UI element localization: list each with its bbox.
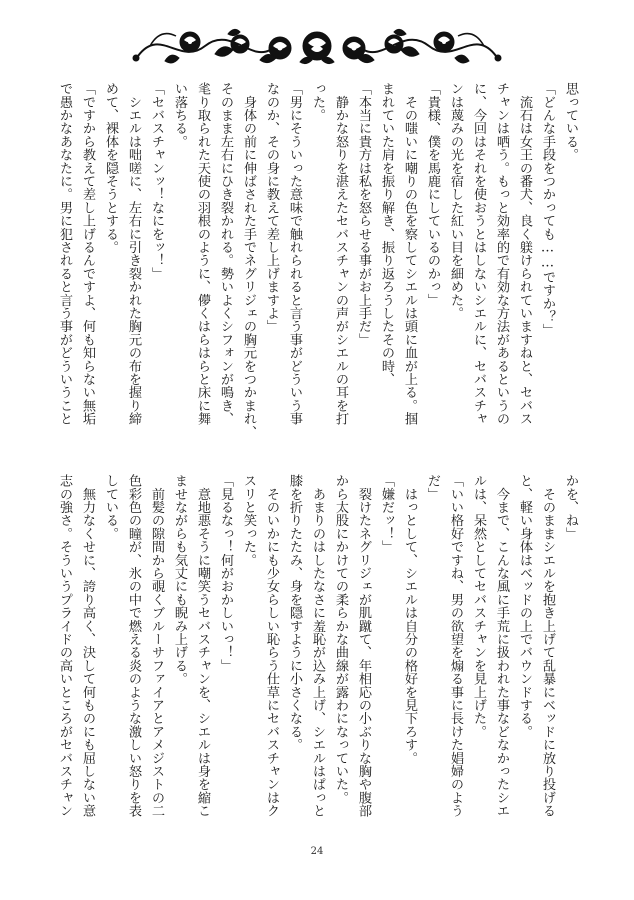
text-line: シエルは咄嗟に、左右に引き裂かれた胸元の布を握り締 <box>126 82 141 426</box>
text-line: 「どんな手段をつかっても……ですか？」 <box>540 82 555 337</box>
text-line: なのか、その身に教えて差し上げますよ」 <box>264 82 279 333</box>
text-line: 「貴様、僕を馬鹿にしているのかっ」 <box>425 82 440 307</box>
text-line: かを、ね」 <box>563 474 578 540</box>
text-line: 無力なくせに、誇り高く、決して何ものにも屈しない意 <box>80 474 95 818</box>
text-line: はっとして、シエルは自分の格好を見下ろす。 <box>402 474 417 765</box>
text-line: そのまま左右にひき裂かれる。勢いよくシフォンが鳴き、 <box>218 82 233 426</box>
text-line: 「セバスチャンッ！なにをッ！」 <box>149 82 164 280</box>
text-line: と、軽い身体はベッドの上でバウンドする。 <box>517 474 532 738</box>
text-line: に、今回はそれを使おうとはしないシエルに、セバスチャ <box>471 82 486 426</box>
text-line: から太股にかけての柔らかな曲線が露わになっていた。 <box>333 474 348 804</box>
text-line: 志の強さ。そういうプライドの高いところがセバスチャン <box>57 474 72 818</box>
text-line: 「本当に貴方は私を怒らせる事がお上手だ」 <box>356 82 371 346</box>
text-line: 思っている。 <box>563 82 578 162</box>
text-line: 色彩色の瞳が、氷の中で燃える炎のような激しい怒りを表 <box>126 474 141 818</box>
text-line: だ」 <box>425 474 440 501</box>
text-line: 身体の前に伸ばされた手でネグリジェの胸元をつかまれ、 <box>241 82 256 439</box>
text-line: 静かな怒りを湛えたセバスチャンの声がシエルの耳を打 <box>333 82 348 426</box>
lower-text-block <box>53 474 582 844</box>
text-line: そのいかにも少女らしい恥らう仕草にセバスチャンはク <box>264 474 279 818</box>
text-line: 「男にそういった意味で触れられると言う事がどういう事 <box>287 82 302 426</box>
text-line: している。 <box>103 474 118 540</box>
text-line: 毟り取られた天使の羽根のように、儚くはらはらと床に舞 <box>195 82 210 426</box>
text-line: まれていた肩を振り解き、振り返ろうしたその時、 <box>379 82 394 386</box>
text-line: ませながらも気丈にも睨み上げる。 <box>172 474 187 686</box>
text-line: めて、裸体を隠そうとする。 <box>103 82 118 254</box>
text-line: 「ですから教えて差し上げるんですよ、何も知らない無垢 <box>80 82 95 426</box>
text-line: スリと笑った。 <box>241 474 256 567</box>
rose-icon <box>434 32 454 52</box>
rose-icon <box>180 32 200 52</box>
text-line: その嗤いに嘲りの色を察してシエルは頭に血が上る。掴 <box>402 82 417 426</box>
text-line: ンは蔑みの光を宿した紅い目を細めた。 <box>448 82 463 320</box>
upper-text-block <box>53 82 582 452</box>
text-line: あまりのはしたなさに羞恥が込み上げ、シエルはぱっと <box>310 474 325 818</box>
page-number: 24 <box>310 846 324 857</box>
text-line: 前髪の隙間から覗くブルーサファイアとアメジストの二 <box>149 474 164 818</box>
text-line: 「いい格好ですね、男の欲望を煽る事に長けた娼婦のよう <box>448 474 463 818</box>
text-line: そのままシエルを抱き上げて乱暴にベッドに放り投げる <box>540 474 555 818</box>
rose-icon <box>303 32 331 60</box>
text-line: 今まで、こんな風に手荒に扱われた事などなかったシエ <box>494 474 509 818</box>
text-line: 流石は女王の番犬、良く躾けられていますねと、セバス <box>517 82 532 426</box>
text-line: 意地悪そうに嘲笑うセバスチャンを、シエルは身を縮こ <box>195 474 210 818</box>
text-line: 「見るなっ！何がおかしいっ！」 <box>218 474 233 672</box>
rose-ornament-header <box>130 16 504 76</box>
text-line: チャンは哂う。もっと効率的で有効な方法があるというの <box>494 82 509 426</box>
text-line: 「嫌だッ！」 <box>379 474 394 554</box>
text-line: 膝を折りたたみ、身を隠すように小さくなる。 <box>287 474 302 752</box>
text-line: ルは、呆然としてセバスチャンを見上げた。 <box>471 474 486 738</box>
text-line: 裂けたネグリジェが肌蹴て、年相応の小ぶりな胸や腹部 <box>356 474 371 818</box>
text-line: で愚かなあなたに。男に犯されると言う事がどういうこと <box>57 82 72 426</box>
text-line: い落ちる。 <box>172 82 187 148</box>
text-line: った。 <box>310 82 325 122</box>
